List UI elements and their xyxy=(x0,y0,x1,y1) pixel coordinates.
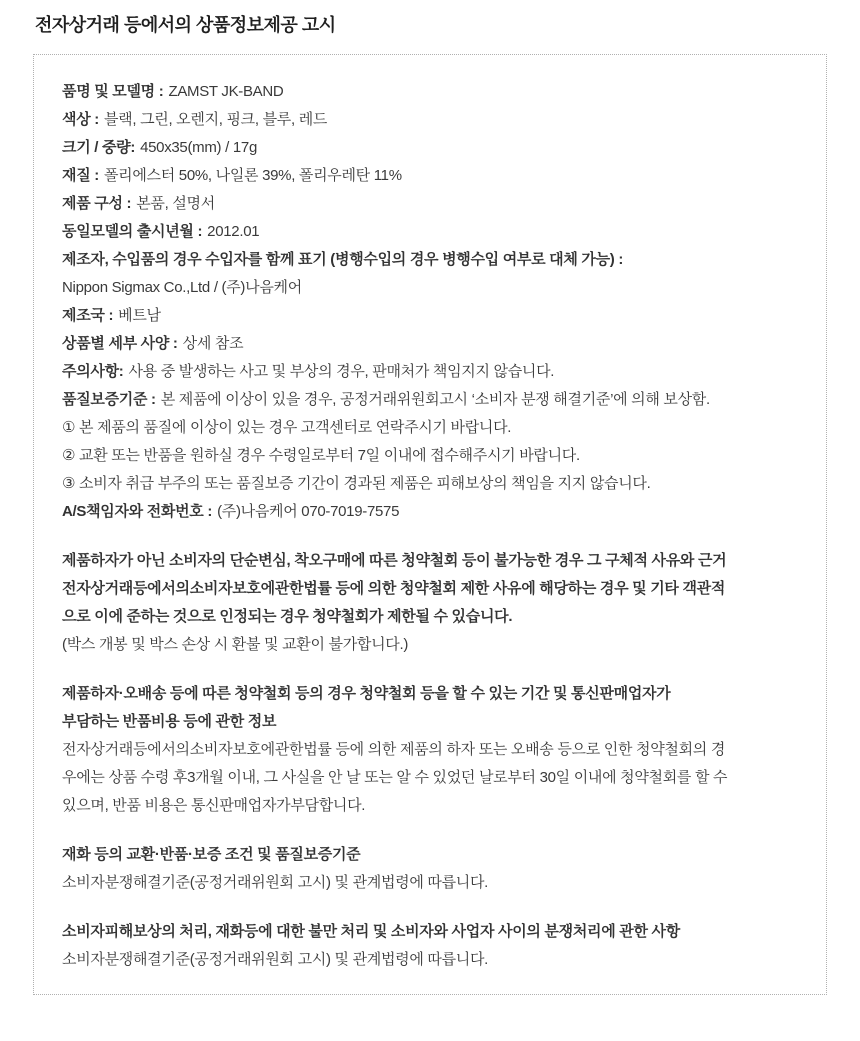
spec-line xyxy=(62,386,800,414)
spec-value: ② 교환 또는 반품을 원하실 경우 수령일로부터 7일 이내에 접수해주시기 바랍니다. xyxy=(62,447,580,464)
page-title: 전자상거래 등에서의 상품정보제공 고시 xyxy=(35,15,336,35)
section-heading-line: 제품하자가 아닌 소비자의 단순변심, 착오구매에 따른 청약철회 등이 불가능한 경우 그 구체적 사유와 근거 xyxy=(62,552,727,569)
withdrawal-restriction-note: (박스 개봉 및 박스 손상 시 환불 및 교환이 불가합니다.) xyxy=(62,636,409,653)
section-heading-line: 제품하자·오배송 등에 따른 청약철회 등의 경우 청약철회 등을 할 수 있는 기간 및 통신판매업자가 xyxy=(62,685,671,702)
spec-value: 상세 참조 xyxy=(182,335,244,352)
spec-value: (주)나음케어 070-7019-7575 xyxy=(217,503,400,520)
exchange-terms-heading: 재화 등의 교환·반품·보증 조건 및 품질보증기준 xyxy=(62,846,361,863)
spec-line xyxy=(62,358,800,386)
spec-value: ① 본 제품의 품질에 이상이 있는 경우 고객센터로 연락주시기 바랍니다. xyxy=(62,419,512,436)
spec-value: 베트남 xyxy=(118,307,161,324)
return-period-heading xyxy=(62,680,800,736)
exchange-terms-section xyxy=(62,841,800,897)
section-body-line: 우에는 상품 수령 후3개월 이내, 그 사실을 안 날 또는 알 수 있었던 날로부터 30일 이내에 청약철회를 할 수 xyxy=(62,769,728,786)
spec-value: 2012.01 xyxy=(207,223,260,240)
spec-value: 본품, 설명서 xyxy=(136,195,215,212)
spec-line xyxy=(62,330,800,358)
spec-label: 제품 구성 : xyxy=(62,195,132,212)
exchange-terms-body: 소비자분쟁해결기준(공정거래위원회 고시) 및 관계법령에 따릅니다. xyxy=(62,874,489,891)
spec-value: Nippon Sigmax Co.,Ltd / (주)나음케어 xyxy=(62,279,302,296)
spec-label: A/S책임자와 전화번호 : xyxy=(62,503,213,520)
section-heading-line: 으로 이에 준하는 것으로 인정되는 경우 청약철회가 제한될 수 있습니다. xyxy=(62,608,513,625)
spec-label: 동일모델의 출시년월 : xyxy=(62,223,203,240)
section-heading-line: 부담하는 반품비용 등에 관한 정보 xyxy=(62,713,277,730)
section-body-line: 있으며, 반품 비용은 통신판매업자가부담합니다. xyxy=(62,797,366,814)
product-info-box xyxy=(33,54,827,995)
spec-label: 제조자, 수입품의 경우 수입자를 함께 표기 (병행수입의 경우 병행수입 여부로 대체 가능) : xyxy=(62,251,624,268)
spec-line xyxy=(62,498,800,526)
spec-label: 주의사항: xyxy=(62,363,124,380)
spec-label: 재질 : xyxy=(62,167,99,184)
spec-value: 블랙, 그린, 오렌지, 핑크, 블루, 레드 xyxy=(103,111,328,128)
spec-value: ZAMST JK-BAND xyxy=(168,83,284,100)
spec-line xyxy=(62,414,800,442)
spec-line xyxy=(62,246,800,274)
spec-line xyxy=(62,134,800,162)
dispute-resolution-section xyxy=(62,918,800,974)
spec-line xyxy=(62,78,800,106)
spec-line xyxy=(62,274,800,302)
spec-list xyxy=(62,78,800,526)
spec-line xyxy=(62,106,800,134)
spec-line xyxy=(62,302,800,330)
spec-label: 크기 / 중량: xyxy=(62,139,136,156)
spec-value: 본 제품에 이상이 있을 경우, 공정거래위원회고시 ‘소비자 분쟁 해결기준’에 의해 보상함. xyxy=(160,391,710,408)
spec-line xyxy=(62,190,800,218)
spec-value: ③ 소비자 취급 부주의 또는 품질보증 기간이 경과된 제품은 피해보상의 책임을 지지 않습니다. xyxy=(62,475,651,492)
return-period-section xyxy=(62,680,800,820)
spec-value: 폴리에스터 50%, 나일론 39%, 폴리우레탄 11% xyxy=(103,167,402,184)
return-period-body xyxy=(62,736,800,820)
spec-label: 제조국 : xyxy=(62,307,114,324)
spec-line xyxy=(62,470,800,498)
spec-value: 사용 중 발생하는 사고 및 부상의 경우, 판매처가 책임지지 않습니다. xyxy=(128,363,555,380)
dispute-resolution-heading: 소비자피해보상의 처리, 재화등에 대한 불만 처리 및 소비자와 사업자 사이의 분쟁처리에 관한 사항 xyxy=(62,923,680,940)
spec-line xyxy=(62,218,800,246)
spec-value: 450x35(mm) / 17g xyxy=(140,139,257,156)
section-heading-line: 전자상거래등에서의소비자보호에관한법률 등에 의한 청약철회 제한 사유에 해당하는 경우 및 기타 객관적 xyxy=(62,580,726,597)
dispute-resolution-body: 소비자분쟁해결기준(공정거래위원회 고시) 및 관계법령에 따릅니다. xyxy=(62,951,489,968)
spec-label: 품질보증기준 : xyxy=(62,391,156,408)
spec-label: 색상 : xyxy=(62,111,99,128)
spec-line xyxy=(62,162,800,190)
spec-label: 상품별 세부 사양 : xyxy=(62,335,178,352)
withdrawal-restriction-section xyxy=(62,547,800,659)
spec-label: 품명 및 모델명 : xyxy=(62,83,164,100)
spec-line xyxy=(62,442,800,470)
withdrawal-restriction-heading xyxy=(62,547,800,631)
section-body-line: 전자상거래등에서의소비자보호에관한법률 등에 의한 제품의 하자 또는 오배송 등으로 인한 청약철회의 경 xyxy=(62,741,726,758)
